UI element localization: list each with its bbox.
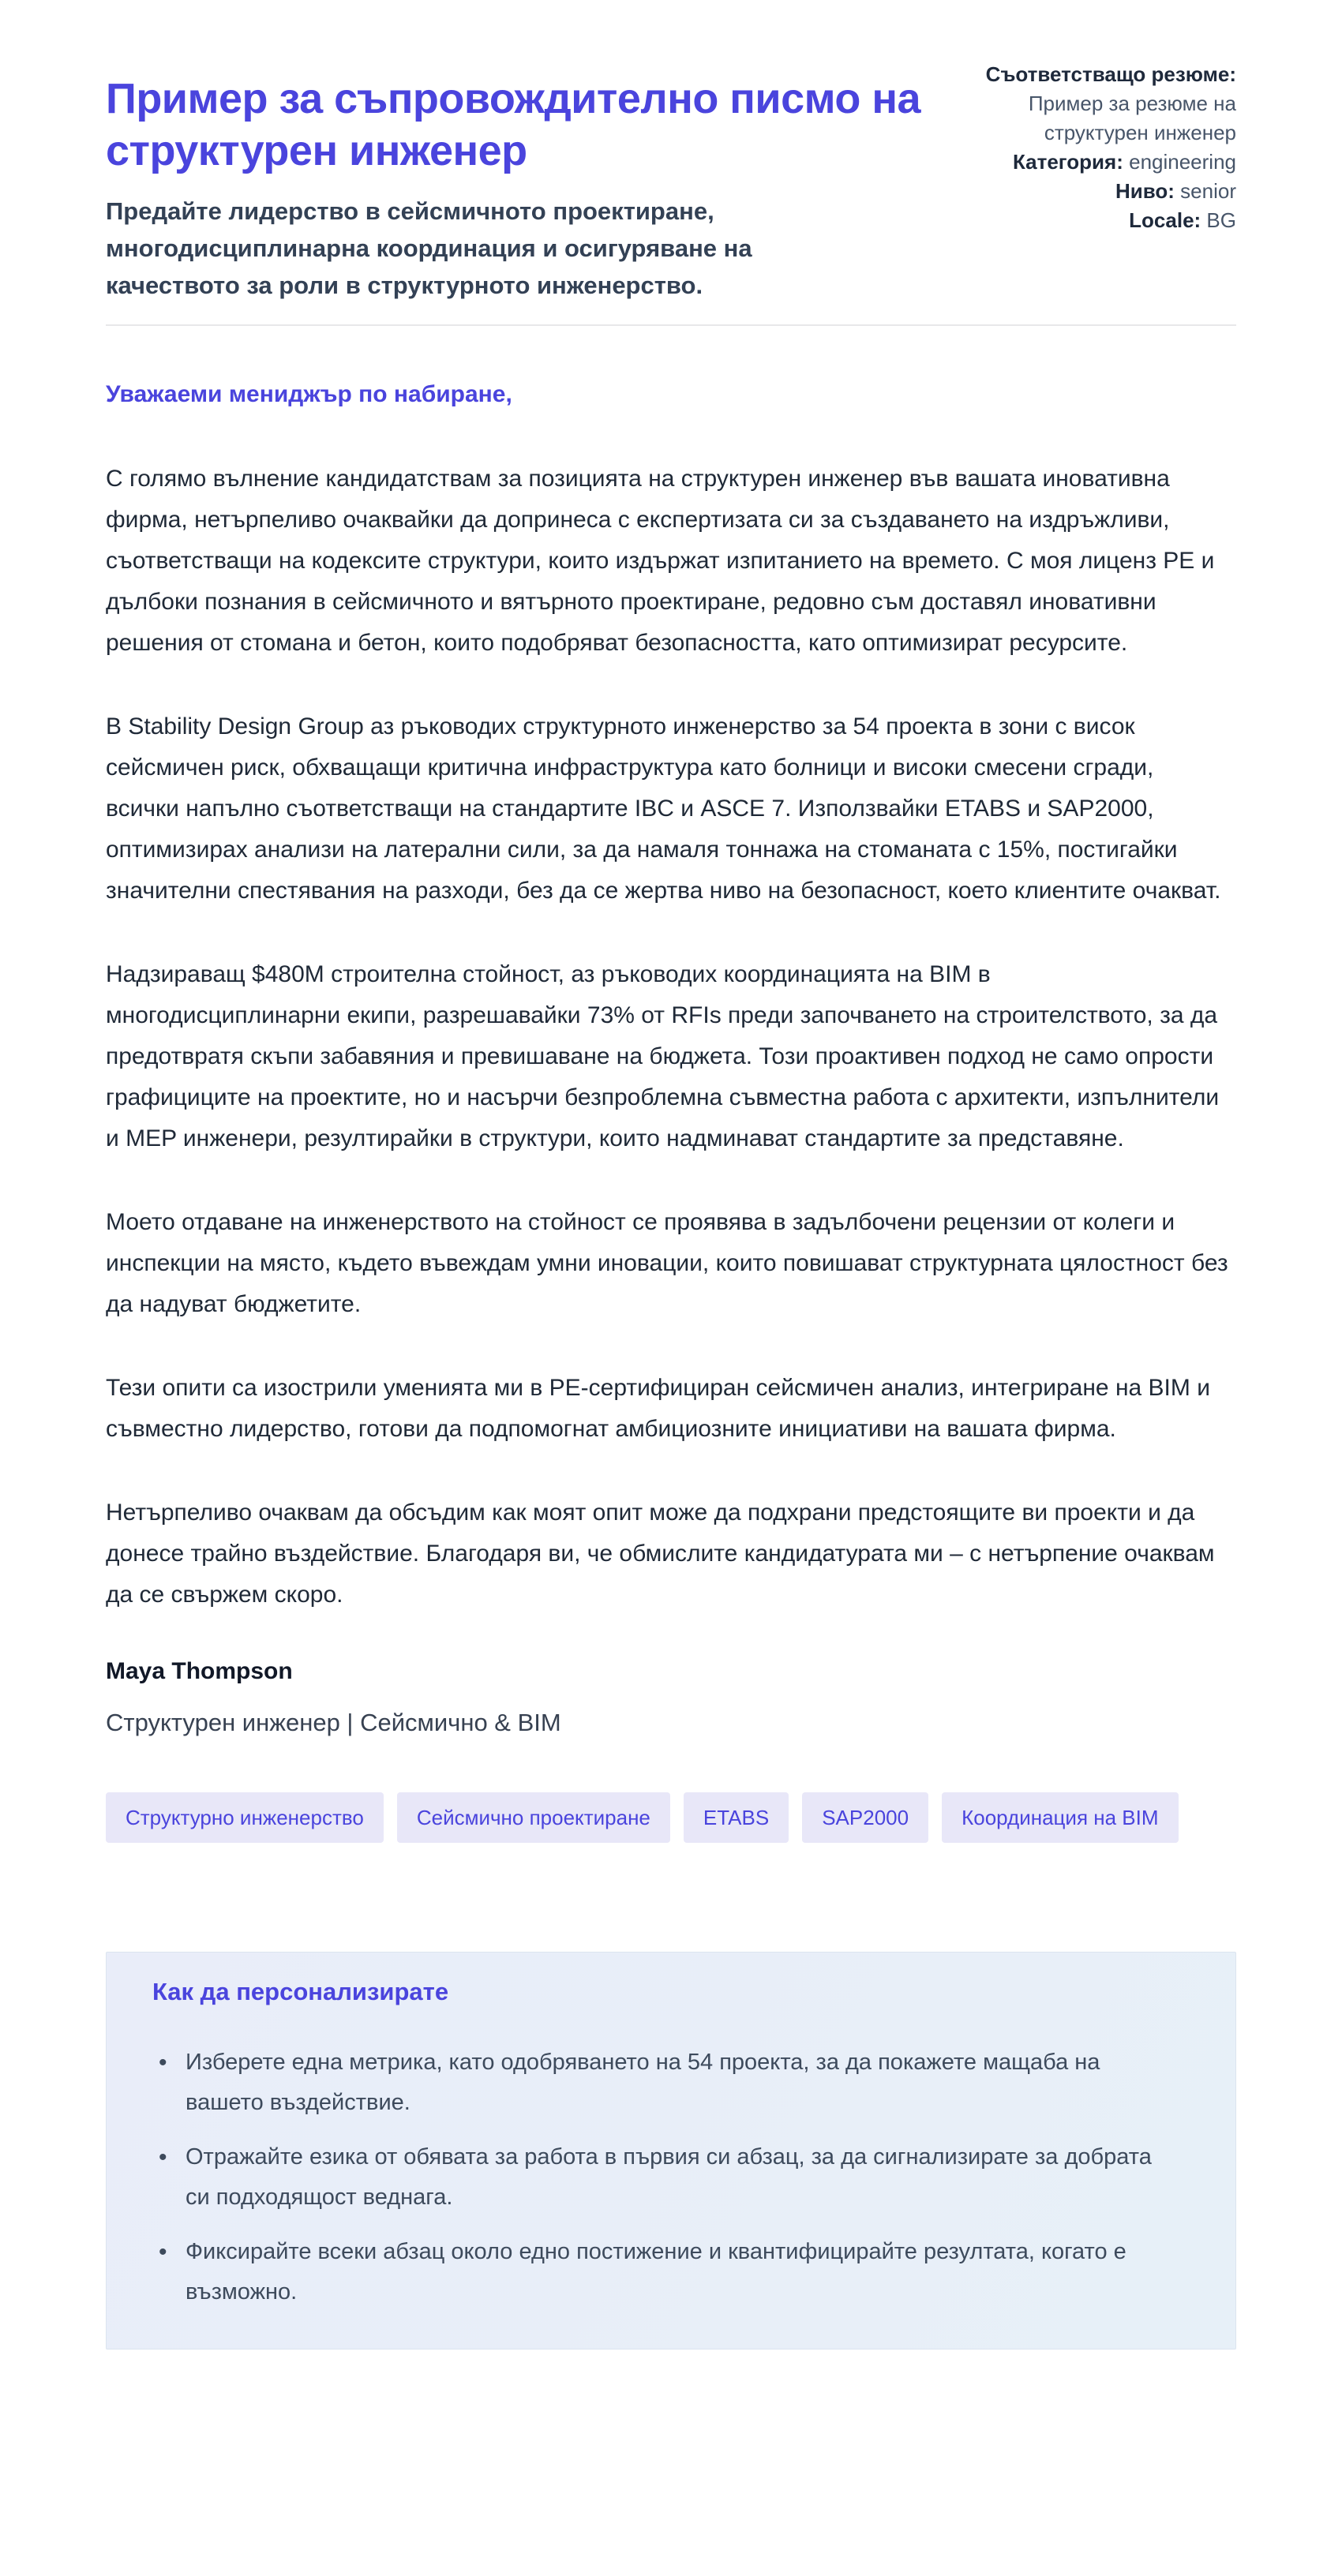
letter-paragraph: Тези опити са изострили уменията ми в PE-сертифициран сейсмичен анализ, интегриране на BIM и съвместно лидерство, готови да подпомогнат амбициозните инициативи на вашата фирма.	[106, 1375, 1210, 1442]
meta-locale-value: BG	[1206, 208, 1236, 232]
tips-heading: Как да персонализирате	[152, 1978, 449, 2005]
meta-locale-label: Locale:	[1129, 208, 1201, 232]
meta-resume-label: Съответстващо резюме:	[985, 62, 1236, 86]
tag-chip: ETABS	[684, 1792, 789, 1843]
meta-resume-value: Пример за резюме на структурен инженер	[1028, 92, 1236, 144]
tip-item: • Фиксирайте всеки абзац около едно постижение и квантифицирайте резултата, когато е възможно.	[152, 2232, 1179, 2312]
signature-role: Структурен инженер | Сейсмично & BIM	[106, 1709, 561, 1736]
tips-list	[152, 2042, 1190, 2312]
signature-block	[106, 1658, 1236, 1737]
tip-item: • Отражайте езика от обявата за работа в първия си абзац, за да сигнализирате за добрата си подходящост веднага.	[152, 2137, 1179, 2218]
tag-chip: Координация на BIM	[942, 1792, 1178, 1843]
letter-paragraph: В Stability Design Group аз ръководих структурното инженерство за 54 проекта в зони с висок сейсмичен риск, обхващащи критична инфраструктура като болници и високи смесени сгради, всички напълно съответстващи на стандартите IBC и ASCE 7. Използвайки ETABS и SAP2000, оптимизирах анализи на латерални сили, за да намаля тоннажа на стоманата с 15%, постигайки значителни спестявания на разходи, без да се жертва ниво на безопасност, което клиентите очакват.	[106, 713, 1221, 904]
letter-paragraph: С голямо вълнение кандидатствам за позицията на структурен инженер във вашата иновативна фирма, нетърпеливо очаквайки да допринеса с експертизата си за създаването на издръжливи, съответстващи на кодексите структури, които издържат изпитанието на времето. С моя лиценз PE и дълбоки познания в сейсмичното и вятърното проектиране, редовно съм доставял иновативни решения от стомана и бетон, които подобряват безопасността, като оптимизират ресурсите.	[106, 466, 1215, 656]
letter-paragraph: Моето отдаване на инженерството на стойност се проявява в задълбочени рецензии от колеги и инспекции на място, където въвеждам умни иновации, които повишават структурната цялостност без да надуват бюджетите.	[106, 1209, 1228, 1317]
header-meta	[965, 57, 1236, 235]
meta-category	[965, 148, 1236, 177]
meta-category-label: Категория:	[1012, 150, 1123, 174]
page-container	[106, 0, 1236, 2425]
meta-level-label: Ниво:	[1115, 179, 1175, 203]
tip-item: • Изберете една метрика, като одобряването на 54 проекта, за да покажете мащаба на вашето въздействие.	[152, 2042, 1179, 2123]
tag-chip: Структурно инженерство	[106, 1792, 384, 1843]
cover-letter	[106, 381, 1236, 1737]
letter-paragraph: Надзираващ $480M строителна стойност, аз ръководих координацията на BIM в многодисциплинарни екипи, разрешавайки 73% от RFIs преди започването на строителството, за да предотвратя скъпи забавяния и превишаване на бюджета. Този проактивен подход не само опрости графициците на проектите, но и насърчи безпроблемна съвместна работа с архитекти, изпълнители и MEP инженери, резултирайки в структури, които надминават стандартите за представяне.	[106, 961, 1220, 1151]
tag-list	[106, 1792, 1236, 1843]
letter-greeting: Уважаеми мениджър по набиране,	[106, 381, 512, 407]
header-divider	[106, 324, 1236, 326]
page-subtitle: Предайте лидерство в сейсмичното проектиране, многодисциплинарна координация и осигуряване на качеството за роли в структурното инженерство.	[106, 197, 752, 299]
letter-body	[106, 459, 1236, 1616]
meta-category-value: engineering	[1129, 150, 1236, 174]
header	[106, 57, 1236, 304]
tag-chip: SAP2000	[802, 1792, 928, 1843]
personalization-tips-box	[106, 1952, 1236, 2349]
tag-chip: Сейсмично проектиране	[397, 1792, 670, 1843]
signature-name: Maya Thompson	[106, 1658, 293, 1684]
meta-level-value: senior	[1180, 179, 1236, 203]
page-title: Пример за съпровождително писмо на структурен инженер	[106, 75, 921, 174]
letter-paragraph: Нетърпеливо очаквам да обсъдим как моят опит може да подхрани предстоящите ви проекти и да донесе трайно въздействие. Благодаря ви, че обмислите кандидатурата ми – с нетърпение очаквам да се свържем скоро.	[106, 1500, 1215, 1608]
header-left	[106, 57, 965, 304]
meta-locale	[965, 206, 1236, 235]
meta-level	[965, 177, 1236, 206]
